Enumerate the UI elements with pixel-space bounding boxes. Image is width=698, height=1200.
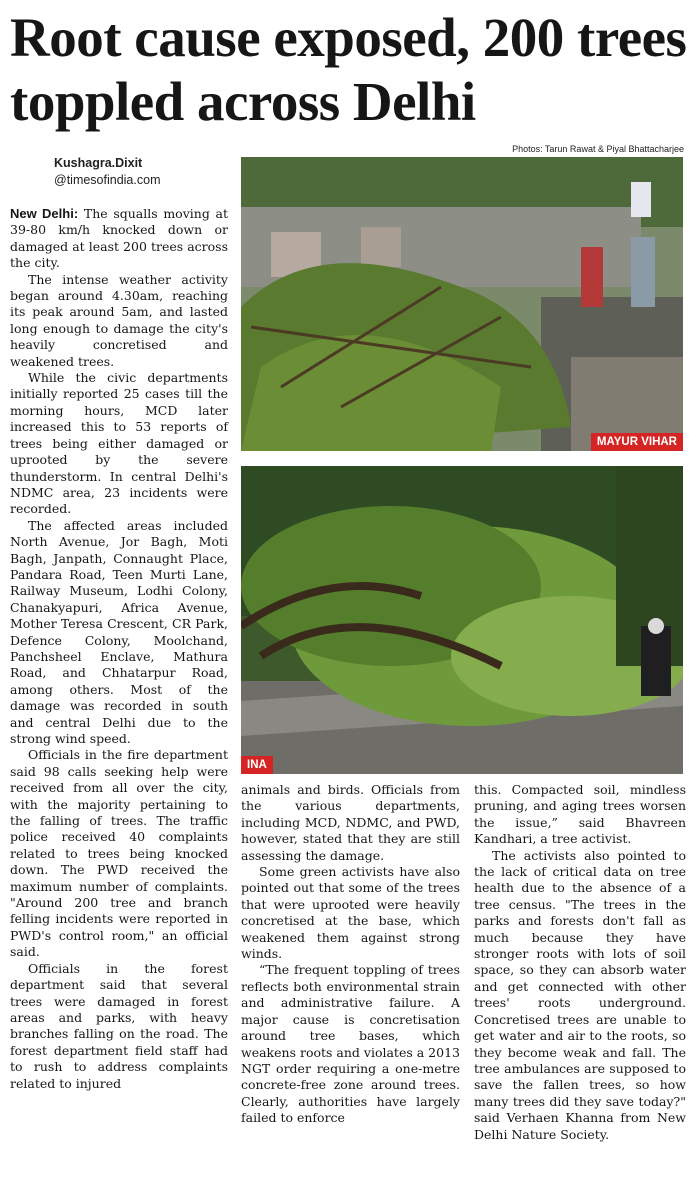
photo-mayur-vihar — [241, 157, 683, 451]
photo-ina-image — [241, 466, 683, 774]
article-column-1 — [10, 206, 228, 1092]
article-paragraph: Officials in the forest department said that several trees were damaged in forest areas and parks, with heavy branches falling on the road. The forest department field staff had to rush to address complaints related to injured — [10, 960, 228, 1091]
article-paragraph: The intense weather activity began around 4.30am, reaching its peak around 5am, and lasted long enough to damage the city's heavily concretised and weakened trees. — [10, 271, 228, 369]
byline — [54, 155, 160, 189]
photo-caption-mayur-vihar: MAYUR VIHAR — [591, 433, 683, 451]
photo-ina — [241, 466, 683, 774]
dateline: New Delhi: — [10, 206, 79, 221]
article-paragraph: The affected areas included North Avenue, Jor Bagh, Moti Bagh, Janpath, Connaught Place, Pandara Road, Teen Murti Lane, Railway Museum, Lodhi Colony, Chanakyapuri, Africa Avenue, Mother Teresa Crescent, CR Park, Defence Colony, Moolchand, Panchsheel Enclave, Mathura Road, and Chhatarpur Road, among others. Most of the damage was recorded in south and central Delhi due to the strong wind speed. — [10, 517, 228, 746]
headline: Root cause exposed, 200 trees toppled across Delhi — [10, 7, 687, 132]
photo-mayur-vihar-image — [241, 157, 683, 451]
byline-handle: @timesofindia.com — [54, 173, 161, 187]
photo-credit: Photos: Tarun Rawat & Piyal Bhattacharjee — [512, 144, 684, 154]
article-paragraph: New Delhi: The squalls moving at 39-80 km/h knocked down or damaged at least 200 trees across the city. — [10, 206, 228, 271]
article-paragraph: Some green activists have also pointed out that some of the trees that were uprooted were heavily concretised at the base, which weakened them against strong winds. — [241, 864, 460, 962]
article-paragraph: The activists also pointed to the lack of critical data on tree health due to the absence of a tree census. "The trees in the parks and forests don't fall as much because they have stronger roots with lots of soil space, so they can absorb water and get connected with other trees' roots underground. Concretised trees are unable to get water and air to the roots, so they become weak and fall. The tree ambulances are supposed to save the fallen trees, so how many trees did they save today?" said Verhaen Khanna from New Delhi Nature Society. — [474, 847, 686, 1142]
article-column-3 — [474, 782, 686, 1143]
article-column-2 — [241, 782, 460, 1127]
article-paragraph: animals and birds. Officials from the various departments, including MCD, NDMC, and PWD, however, stated that they are still assessing the damage. — [241, 782, 460, 863]
photo-caption-ina: INA — [241, 756, 273, 774]
article-paragraph: “The frequent toppling of trees reflects both environmental strain and administrative failure. A major cause is concretisation around tree bases, which weakens roots and violates a 2013 NGT order requiring a one-metre concrete-free zone around trees. Clearly, authorities have largely failed to enforce — [241, 962, 460, 1126]
byline-author: Kushagra.Dixit — [54, 156, 143, 170]
article-paragraph: this. Compacted soil, mindless pruning, and aging trees worsen the issue,” said Bhavreen Kandhari, a tree activist. — [474, 782, 686, 847]
article-paragraph: While the civic departments initially reported 25 cases till the morning hours, MCD later increased this to 53 reports of trees being either damaged or uprooted by the severe thunderstorm. In central Delhi's NDMC area, 23 incidents were recorded. — [10, 370, 228, 517]
article-paragraph: Officials in the fire department said 98 calls seeking help were received from all over the city, with the majority pertaining to the falling of trees. The traffic police received 40 complaints related to trees being knocked down. The PWD received the maximum number of complaints. "Around 200 tree and branch felling incidents were reported in PWD's control room," an official said. — [10, 747, 228, 960]
